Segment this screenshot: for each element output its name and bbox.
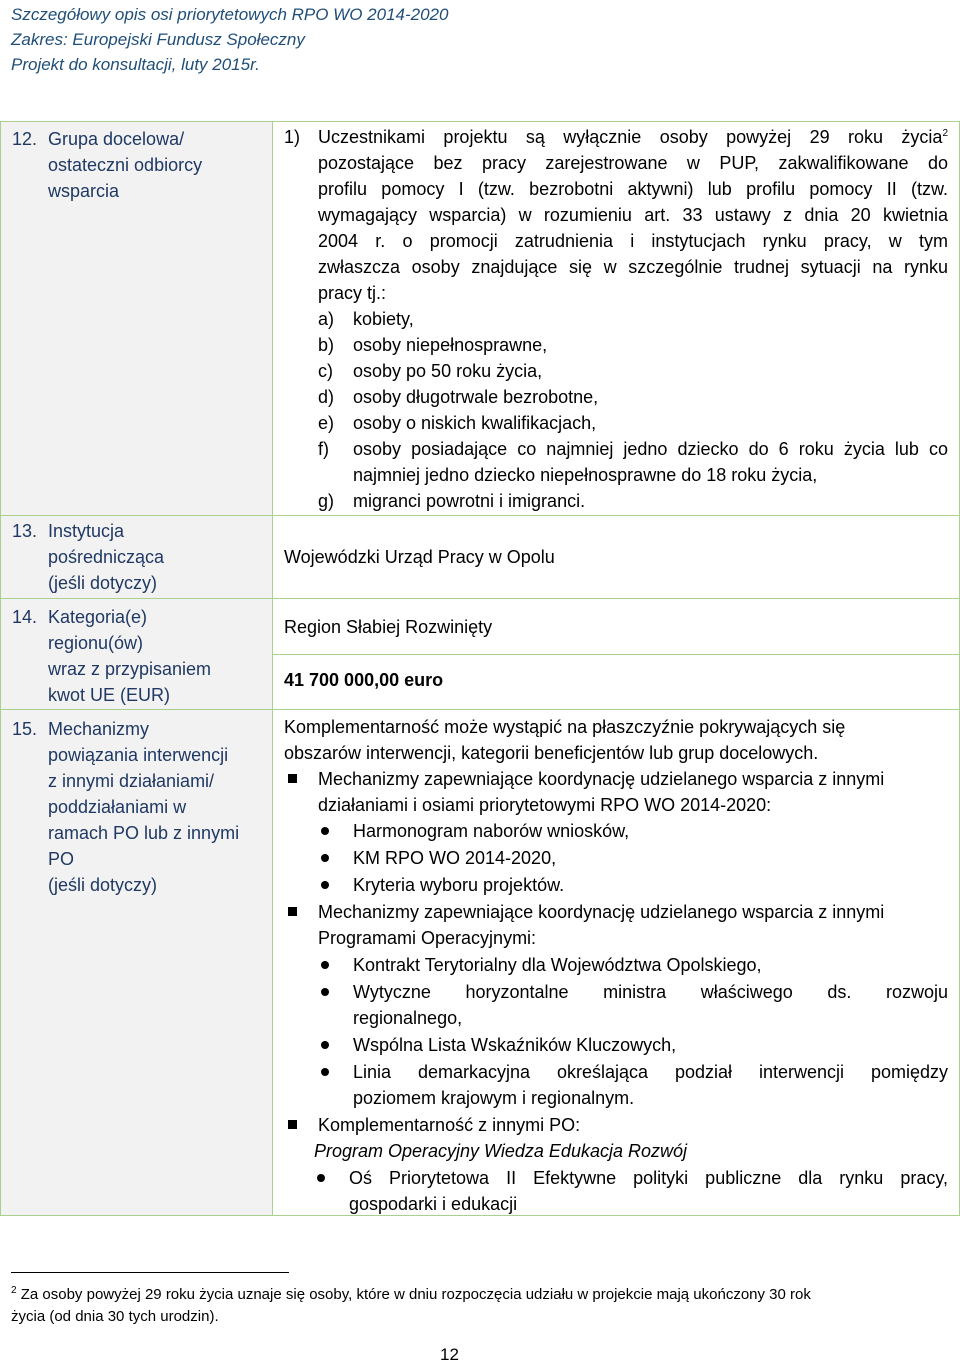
list-item-continuation: gospodarki i edukacji bbox=[349, 1194, 518, 1214]
row-label-line: wsparcia bbox=[48, 181, 120, 201]
round-bullet-icon bbox=[317, 1174, 325, 1182]
item-letter: b) bbox=[318, 335, 335, 355]
intro-line: obszarów interwencji, kategorii beneficjentów lub grup docelowych. bbox=[284, 743, 819, 763]
intro-line: profilu pomocy I (tzw. bezrobotni aktywni) lub profilu pomocy II (tzw. bbox=[318, 179, 948, 199]
row-label-line: (jeśli dotyczy) bbox=[48, 573, 158, 593]
footnote bbox=[11, 1284, 811, 1328]
section-heading: Komplementarność z innymi PO: bbox=[318, 1115, 581, 1135]
list-item-continuation: regionalnego, bbox=[353, 1008, 463, 1028]
section-heading: Mechanizmy zapewniające koordynację udzielanego wsparcia z innymi bbox=[318, 902, 885, 922]
row-12-label-cell bbox=[1, 122, 273, 515]
round-bullet-icon bbox=[321, 854, 329, 862]
footnote-line: $^2$ Za osoby powyżej 29 roku życia uznaje się osoby, które w dniu rozpoczęcia udziału w projekcie mają ukończony 30 rok bbox=[11, 1285, 811, 1303]
list-item: Harmonogram naborów wniosków, bbox=[353, 821, 630, 841]
round-bullet-icon bbox=[321, 1068, 329, 1076]
row-label-line: powiązania interwencji bbox=[48, 745, 229, 765]
document-header bbox=[11, 2, 448, 77]
item-letter: e) bbox=[318, 413, 335, 433]
list-item: osoby długotrwale bezrobotne, bbox=[353, 387, 599, 407]
section-heading: działaniami i osiami priorytetowymi RPO WO 2014-2020: bbox=[318, 795, 772, 815]
row-label-line: PO bbox=[48, 849, 75, 869]
eu-amount-value: 41 700 000,00 euro bbox=[284, 670, 444, 690]
row-label-line: wraz z przypisaniem bbox=[48, 659, 212, 679]
section-heading: Programami Operacyjnymi: bbox=[318, 928, 537, 948]
row-14-amount-cell bbox=[273, 655, 959, 709]
list-number: 1) bbox=[284, 127, 301, 147]
item-letter: c) bbox=[318, 361, 333, 381]
square-bullet-icon bbox=[288, 907, 297, 916]
row-label-line: ostateczni odbiorcy bbox=[48, 155, 203, 175]
row-label-line: (jeśli dotyczy) bbox=[48, 875, 158, 895]
intro-line: wymagający wsparcia) w rozumieniu art. 33 ustawy z dnia 20 kwietnia bbox=[318, 205, 948, 225]
intro-line: pozostające bez pracy zarejestrowane w PUP, zakwalifikowane do bbox=[318, 153, 948, 173]
row-label-line: Kategoria(e) bbox=[48, 607, 148, 627]
list-item: Oś Priorytetowa II Efektywne polityki publiczne dla rynku pracy, bbox=[349, 1168, 948, 1188]
item-letter: g) bbox=[318, 491, 335, 511]
row-label-line: regionu(ów) bbox=[48, 633, 144, 653]
row-12-target-group bbox=[0, 121, 960, 516]
list-item: osoby o niskich kwalifikacjach, bbox=[353, 413, 597, 433]
row-number: 13. bbox=[12, 521, 38, 541]
item-letter: d) bbox=[318, 387, 335, 407]
footnote-line: życia (od dnia 30 tych urodzin). bbox=[11, 1308, 219, 1325]
round-bullet-icon bbox=[321, 961, 329, 969]
row-label-line: Instytucja bbox=[48, 521, 125, 541]
list-item: Linia demarkacyjna określająca podział interwencji pomiędzy bbox=[353, 1062, 948, 1082]
list-item: Kontrakt Terytorialny dla Województwa Opolskiego, bbox=[353, 955, 762, 975]
list-item: Kryteria wyboru projektów. bbox=[353, 875, 565, 895]
list-item: Wspólna Lista Wskaźników Kluczowych, bbox=[353, 1035, 677, 1055]
intro-line: pracy tj.: bbox=[318, 283, 387, 303]
list-item-continuation: poziomem krajowym i regionalnym. bbox=[353, 1088, 635, 1108]
square-bullet-icon bbox=[288, 1120, 297, 1129]
intro-line: 2004 r. o promocji zatrudnienia i instytucjach rynku pracy, w tym bbox=[318, 231, 948, 251]
intro-line: zwłaszcza osoby znajdujące się w szczególnie trudnej sytuacji na rynku bbox=[318, 257, 948, 277]
list-item: Wytyczne horyzontalne ministra właściwego ds. rozwoju bbox=[353, 982, 948, 1002]
row-13-content-cell bbox=[273, 516, 959, 598]
square-bullet-icon bbox=[288, 774, 297, 783]
intro-line: Uczestnikami projektu są wyłącznie osoby powyżej 29 roku życia$^2$ bbox=[318, 127, 948, 147]
list-item-continuation: najmniej jedno dziecko niepełnosprawne do 18 roku życia, bbox=[353, 465, 818, 485]
item-letter: a) bbox=[318, 309, 335, 329]
row-label-line: Mechanizmy bbox=[48, 719, 150, 739]
list-item: migranci powrotni i imigranci. bbox=[353, 491, 586, 511]
header-status: Projekt do konsultacji, luty 2015r. bbox=[11, 55, 260, 74]
list-item: kobiety, bbox=[353, 309, 414, 329]
list-item: osoby posiadające co najmniej jedno dziecko do 6 roku życia lub co bbox=[353, 439, 948, 459]
section-heading: Mechanizmy zapewniające koordynację udzielanego wsparcia z innymi bbox=[318, 769, 885, 789]
row-13-label-cell bbox=[1, 516, 273, 598]
round-bullet-icon bbox=[321, 1041, 329, 1049]
row-12-content-cell bbox=[273, 122, 959, 515]
intermediate-body-value: Wojewódzki Urząd Pracy w Opolu bbox=[284, 547, 555, 567]
row-14-label-cell bbox=[1, 599, 273, 709]
page-number: 12 bbox=[440, 1345, 459, 1364]
header-title: Szczegółowy opis osi priorytetowych RPO WO 2014-2020 bbox=[11, 5, 449, 24]
list-item: osoby po 50 roku życia, bbox=[353, 361, 543, 381]
row-label-line: poddziałaniami w bbox=[48, 797, 187, 817]
row-number: 15. bbox=[12, 719, 38, 739]
region-category-value: Region Słabiej Rozwinięty bbox=[284, 617, 493, 637]
footnote-number: 2 bbox=[11, 1285, 17, 1296]
row-label-line: Grupa docelowa/ bbox=[48, 129, 185, 149]
row-label-line: ramach PO lub z innymi bbox=[48, 823, 240, 843]
intro-line: Komplementarność może wystąpić na płaszczyźnie pokrywających się bbox=[284, 717, 846, 737]
row-14-region-category bbox=[0, 598, 960, 710]
row-15-mechanisms bbox=[0, 709, 960, 1216]
item-letter: f) bbox=[318, 439, 329, 459]
round-bullet-icon bbox=[321, 988, 329, 996]
footnote-separator bbox=[11, 1272, 289, 1273]
row-label-line: z innymi działaniami/ bbox=[48, 771, 215, 791]
round-bullet-icon bbox=[321, 827, 329, 835]
header-scope: Zakres: Europejski Fundusz Społeczny bbox=[11, 30, 305, 49]
row-label-line: pośrednicząca bbox=[48, 547, 165, 567]
row-label-line: kwot UE (EUR) bbox=[48, 685, 171, 705]
row-number: 14. bbox=[12, 607, 38, 627]
footnote-ref: 2 bbox=[942, 128, 948, 139]
row-number: 12. bbox=[12, 129, 38, 149]
round-bullet-icon bbox=[321, 881, 329, 889]
list-item: osoby niepełnosprawne, bbox=[353, 335, 548, 355]
row-14-content-cell bbox=[273, 599, 959, 655]
program-name: Program Operacyjny Wiedza Edukacja Rozwój bbox=[314, 1141, 687, 1161]
list-item: KM RPO WO 2014-2020, bbox=[353, 848, 557, 868]
row-13-intermediate-body bbox=[0, 515, 960, 599]
row-15-content-cell bbox=[273, 710, 959, 1215]
row-15-label-cell bbox=[1, 710, 273, 1215]
